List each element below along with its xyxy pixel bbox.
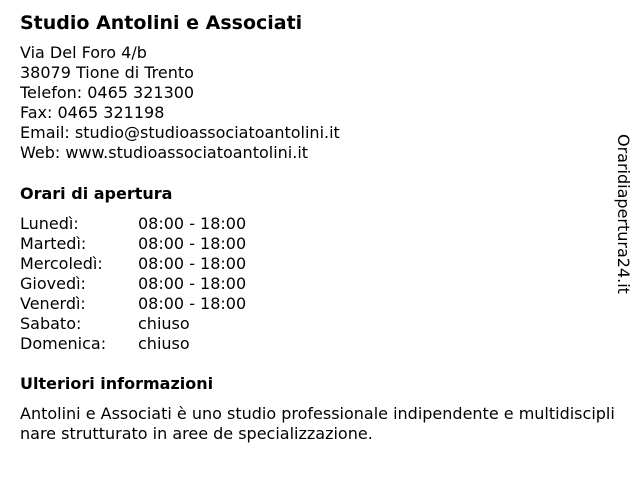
time-range: chiuso — [138, 314, 190, 333]
day-label: Sabato: — [20, 314, 82, 333]
address-street: Via Del Foro 4/b — [20, 43, 147, 62]
contact-block — [20, 43, 340, 163]
website-address: Web: www.studioassociatoantolini.it — [20, 143, 309, 162]
time-range: 08:00 - 18:00 — [138, 234, 247, 253]
day-label: Martedì: — [20, 234, 87, 253]
time-range: 08:00 - 18:00 — [138, 294, 247, 313]
day-label: Mercoledì: — [20, 254, 103, 273]
day-label: Lunedì: — [20, 214, 79, 233]
business-name: Studio Antolini e Associati — [20, 12, 303, 34]
fax-number: Fax: 0465 321198 — [20, 103, 165, 122]
business-description: Antolini e Associati è uno studio professionale indipendente e multidisciplinare strutturato in aree de specializzazione. — [20, 404, 615, 443]
time-range: chiuso — [138, 334, 190, 353]
day-label: Domenica: — [20, 334, 107, 353]
time-range: 08:00 - 18:00 — [138, 274, 247, 293]
site-brand-vertical: Oraridiapertura24.it — [614, 134, 633, 294]
opening-hours-heading: Orari di apertura — [20, 184, 173, 203]
phone-number: Telefon: 0465 321300 — [20, 83, 195, 102]
address-city: 38079 Tione di Trento — [20, 63, 194, 82]
day-label: Venerdì: — [20, 294, 86, 313]
time-range: 08:00 - 18:00 — [138, 254, 247, 273]
additional-info-heading: Ulteriori informazioni — [20, 374, 214, 393]
email-address: Email: studio@studioassociatoantolini.it — [20, 123, 340, 142]
time-range: 08:00 - 18:00 — [138, 214, 247, 233]
day-label: Giovedì: — [20, 274, 86, 293]
